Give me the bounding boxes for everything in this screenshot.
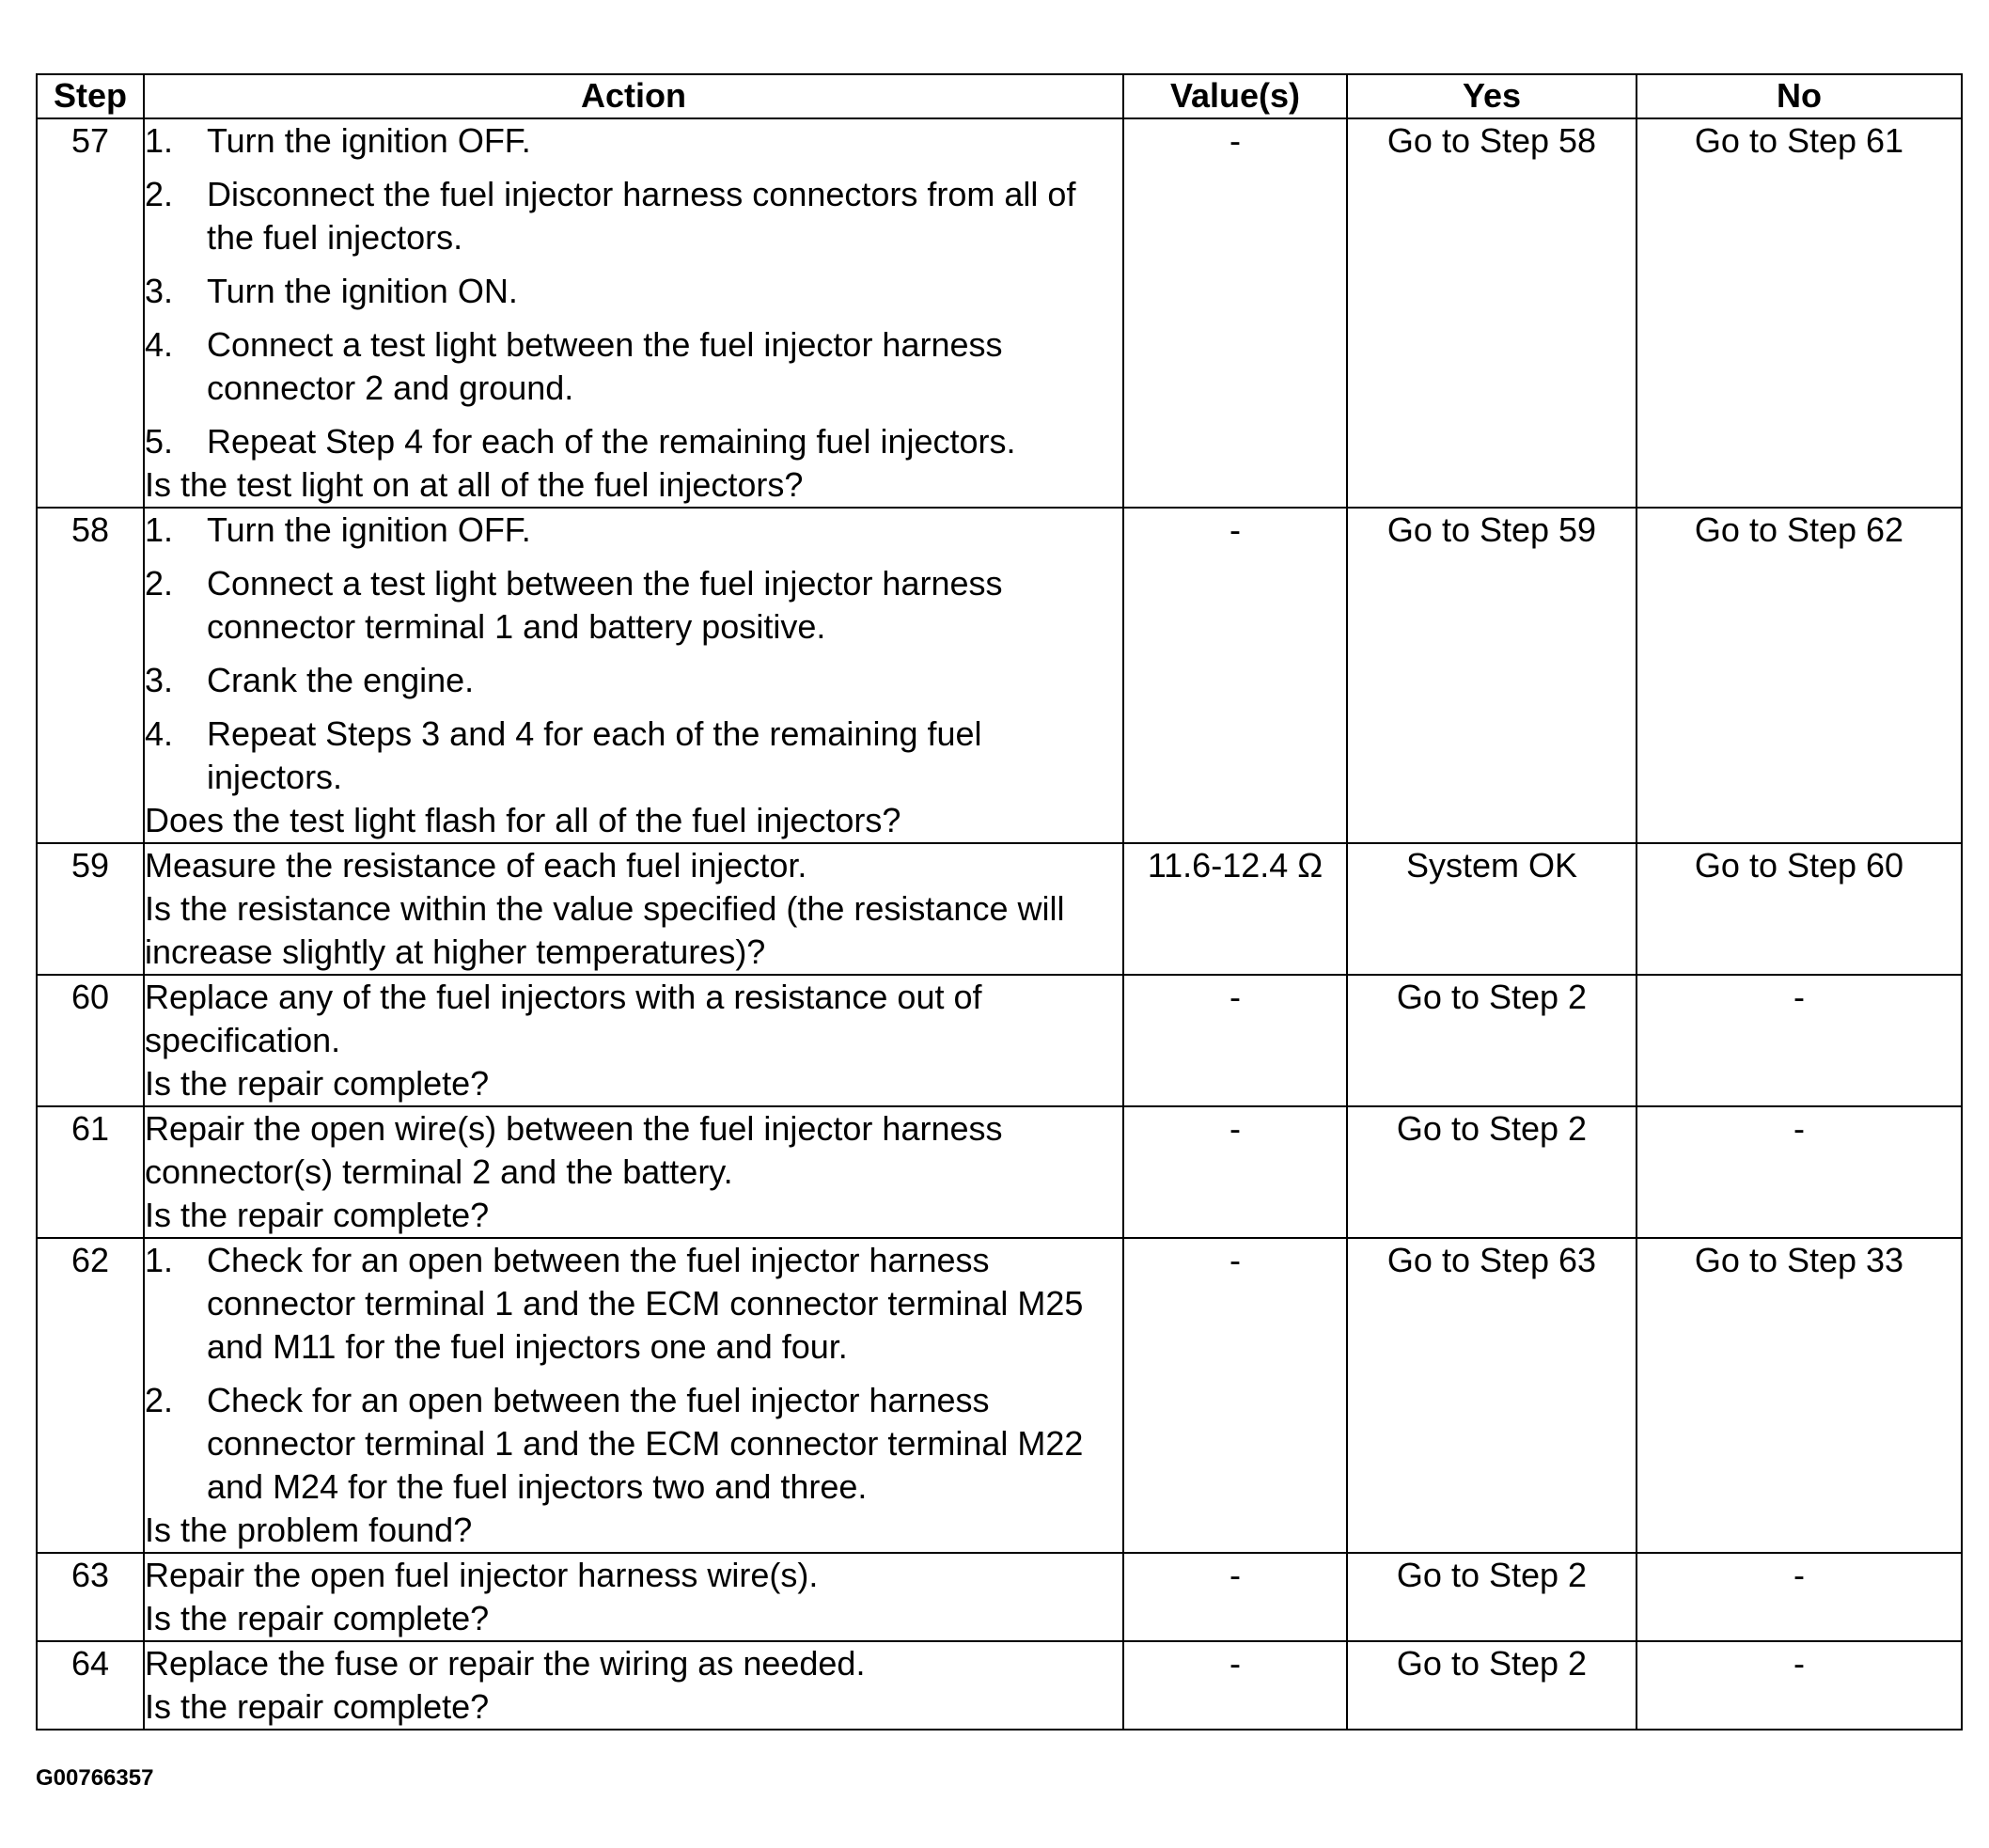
action-step-text: Turn the ignition ON.	[207, 272, 518, 310]
action-step-item	[145, 173, 1122, 259]
action-text: Measure the resistance of each fuel injector.	[145, 846, 807, 885]
action-step-item	[145, 1239, 1122, 1369]
yes-cell: Go to Step 2	[1347, 1106, 1637, 1238]
step-number: 62	[37, 1238, 144, 1553]
yes-cell: Go to Step 2	[1347, 1553, 1637, 1641]
yes-cell: Go to Step 2	[1347, 1641, 1637, 1730]
action-step-number: 1.	[145, 510, 174, 549]
value-cell: -	[1123, 118, 1347, 508]
action-step-text: Crank the engine.	[207, 661, 475, 699]
action-question: Does the test light flash for all of the fuel injectors?	[145, 801, 901, 839]
action-step-item	[145, 119, 1122, 163]
action-step-text: Repeat Step 4 for each of the remaining fuel injectors.	[207, 422, 1016, 461]
action-step-number: 5.	[145, 422, 174, 461]
action-step-text: Repeat Steps 3 and 4 for each of the remaining fuel injectors.	[207, 714, 982, 796]
action-question: Is the repair complete?	[145, 1687, 490, 1726]
no-cell: -	[1637, 1106, 1962, 1238]
action-cell	[144, 843, 1123, 975]
action-text: Repair the open fuel injector harness wire(s).	[145, 1556, 819, 1594]
step-number: 59	[37, 843, 144, 975]
yes-cell: Go to Step 59	[1347, 508, 1637, 843]
action-cell	[144, 1553, 1123, 1641]
header-no: No	[1637, 74, 1962, 118]
no-cell: Go to Step 61	[1637, 118, 1962, 508]
action-question: Is the repair complete?	[145, 1196, 490, 1234]
header-step: Step	[37, 74, 144, 118]
action-text: Replace the fuse or repair the wiring as needed.	[145, 1644, 866, 1683]
value-cell: -	[1123, 975, 1347, 1106]
no-cell: -	[1637, 1641, 1962, 1730]
header-row	[37, 74, 1962, 118]
action-question: Is the problem found?	[145, 1511, 473, 1549]
action-cell	[144, 975, 1123, 1106]
action-cell	[144, 118, 1123, 508]
action-question: Is the resistance within the value specified (the resistance will increase slightly at higher temperatures)?	[145, 889, 1065, 971]
action-cell	[144, 1106, 1123, 1238]
value-cell: -	[1123, 1106, 1347, 1238]
diagnostic-page	[36, 73, 1961, 1791]
action-step-text: Disconnect the fuel injector harness connectors from all of the fuel injectors.	[207, 175, 1076, 257]
no-cell: Go to Step 60	[1637, 843, 1962, 975]
table-body	[37, 118, 1962, 1730]
yes-cell: System OK	[1347, 843, 1637, 975]
action-step-text: Check for an open between the fuel injector harness connector terminal 1 and the ECM connector terminal M25 and M11 for the fuel injectors one and four.	[207, 1241, 1084, 1366]
step-number: 57	[37, 118, 144, 508]
action-step-number: 3.	[145, 272, 174, 310]
action-step-number: 2.	[145, 175, 174, 213]
action-step-number: 4.	[145, 325, 174, 364]
action-step-item	[145, 420, 1122, 463]
action-step-item	[145, 562, 1122, 649]
action-step-item	[145, 1379, 1122, 1509]
table-row	[37, 1238, 1962, 1553]
header-yes: Yes	[1347, 74, 1637, 118]
table-row	[37, 1553, 1962, 1641]
yes-cell: Go to Step 63	[1347, 1238, 1637, 1553]
action-step-number: 2.	[145, 564, 174, 603]
action-step-text: Connect a test light between the fuel injector harness connector 2 and ground.	[207, 325, 1003, 407]
action-question: Is the test light on at all of the fuel injectors?	[145, 465, 804, 504]
action-step-number: 4.	[145, 714, 174, 753]
action-step-text: Check for an open between the fuel injector harness connector terminal 1 and the ECM connector terminal M22 and M24 for the fuel injectors two and three.	[207, 1381, 1084, 1506]
no-cell: -	[1637, 1553, 1962, 1641]
action-text: Repair the open wire(s) between the fuel injector harness connector(s) terminal 2 and the battery.	[145, 1109, 1003, 1191]
action-step-item	[145, 323, 1122, 410]
step-number: 61	[37, 1106, 144, 1238]
table-header	[37, 74, 1962, 118]
action-question: Is the repair complete?	[145, 1064, 490, 1103]
action-cell	[144, 1238, 1123, 1553]
action-step-number: 1.	[145, 121, 174, 160]
table-row	[37, 843, 1962, 975]
action-cell	[144, 1641, 1123, 1730]
action-step-number: 2.	[145, 1381, 174, 1419]
action-step-text: Turn the ignition OFF.	[207, 510, 531, 549]
value-cell: -	[1123, 1238, 1347, 1553]
action-question: Is the repair complete?	[145, 1599, 490, 1637]
no-cell: Go to Step 62	[1637, 508, 1962, 843]
value-cell: -	[1123, 1641, 1347, 1730]
diagnostic-table	[36, 73, 1963, 1731]
table-row	[37, 1641, 1962, 1730]
step-number: 63	[37, 1553, 144, 1641]
no-cell: Go to Step 33	[1637, 1238, 1962, 1553]
table-row	[37, 508, 1962, 843]
step-number: 60	[37, 975, 144, 1106]
value-cell: -	[1123, 508, 1347, 843]
table-row	[37, 975, 1962, 1106]
figure-id-caption: G00766357	[36, 1765, 154, 1791]
table-row	[37, 1106, 1962, 1238]
action-text: Replace any of the fuel injectors with a resistance out of specification.	[145, 978, 982, 1059]
no-cell: -	[1637, 975, 1962, 1106]
action-step-number: 1.	[145, 1241, 174, 1279]
yes-cell: Go to Step 58	[1347, 118, 1637, 508]
yes-cell: Go to Step 2	[1347, 975, 1637, 1106]
header-action: Action	[144, 74, 1123, 118]
value-cell: 11.6-12.4 Ω	[1123, 843, 1347, 975]
action-step-item	[145, 659, 1122, 702]
table-row	[37, 118, 1962, 508]
action-step-number: 3.	[145, 661, 174, 699]
action-cell	[144, 508, 1123, 843]
header-values: Value(s)	[1123, 74, 1347, 118]
action-step-item	[145, 509, 1122, 552]
action-step-item	[145, 270, 1122, 313]
step-number: 64	[37, 1641, 144, 1730]
value-cell: -	[1123, 1553, 1347, 1641]
action-step-text: Turn the ignition OFF.	[207, 121, 531, 160]
step-number: 58	[37, 508, 144, 843]
action-step-text: Connect a test light between the fuel injector harness connector terminal 1 and battery positive.	[207, 564, 1003, 646]
action-step-item	[145, 713, 1122, 799]
